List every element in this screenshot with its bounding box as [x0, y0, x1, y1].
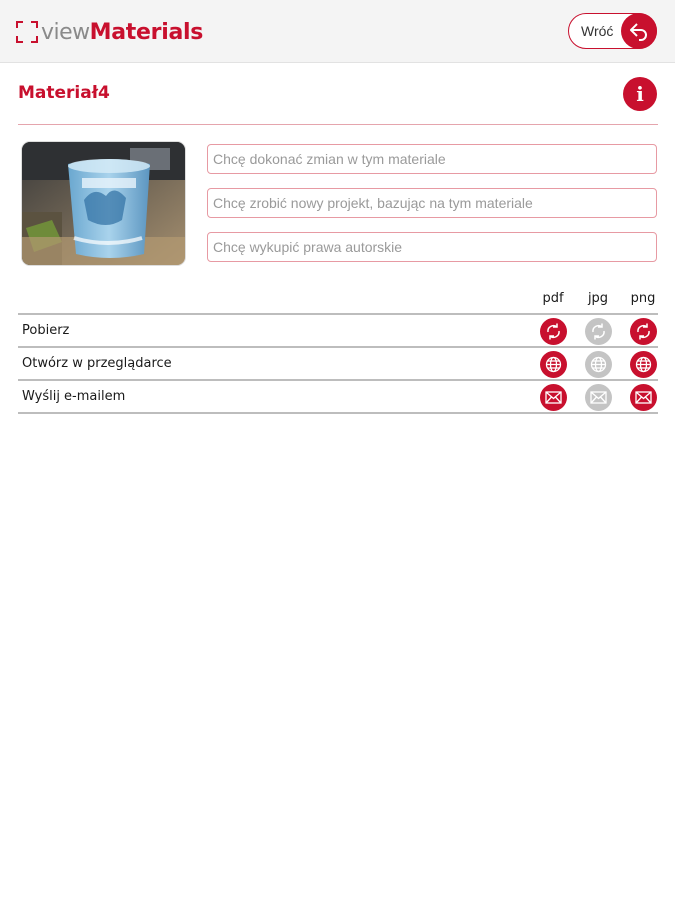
download-png-icon[interactable] [630, 318, 657, 345]
open-png-globe-icon[interactable] [630, 351, 657, 378]
open-in-browser-row [18, 346, 658, 381]
app-logo [16, 17, 203, 47]
title-divider [18, 124, 658, 125]
page-title: Materiał4 [18, 83, 110, 103]
back-button-label: Wróć [581, 23, 614, 39]
open-jpg-globe-icon[interactable] [585, 351, 612, 378]
info-icon[interactable]: i [623, 77, 657, 111]
format-header-png: png [630, 291, 656, 306]
email-row [18, 379, 658, 414]
app-header [0, 0, 675, 63]
buy-copyright-field[interactable] [207, 232, 657, 262]
open-pdf-globe-icon[interactable] [540, 351, 567, 378]
download-row [18, 313, 658, 348]
email-png-mail-icon[interactable] [630, 384, 657, 411]
logo-prefix: view [41, 19, 90, 45]
material-thumbnail[interactable] [22, 142, 185, 265]
download-pdf-icon[interactable] [540, 318, 567, 345]
open-in-browser-row-label: Otwórz w przeglądarce [22, 356, 172, 371]
logo-frame-icon [16, 21, 38, 43]
email-jpg-mail-icon[interactable] [585, 384, 612, 411]
format-header-jpg: jpg [587, 291, 609, 306]
download-jpg-icon[interactable] [585, 318, 612, 345]
email-pdf-mail-icon[interactable] [540, 384, 567, 411]
logo-main: Materials [89, 19, 204, 45]
email-row-label: Wyślij e-mailem [22, 389, 126, 404]
format-header-pdf: pdf [542, 291, 564, 306]
request-changes-field[interactable] [207, 144, 657, 174]
new-project-field[interactable] [207, 188, 657, 218]
download-row-label: Pobierz [22, 323, 70, 338]
back-arrow-icon [621, 13, 657, 49]
back-button[interactable] [568, 13, 657, 49]
